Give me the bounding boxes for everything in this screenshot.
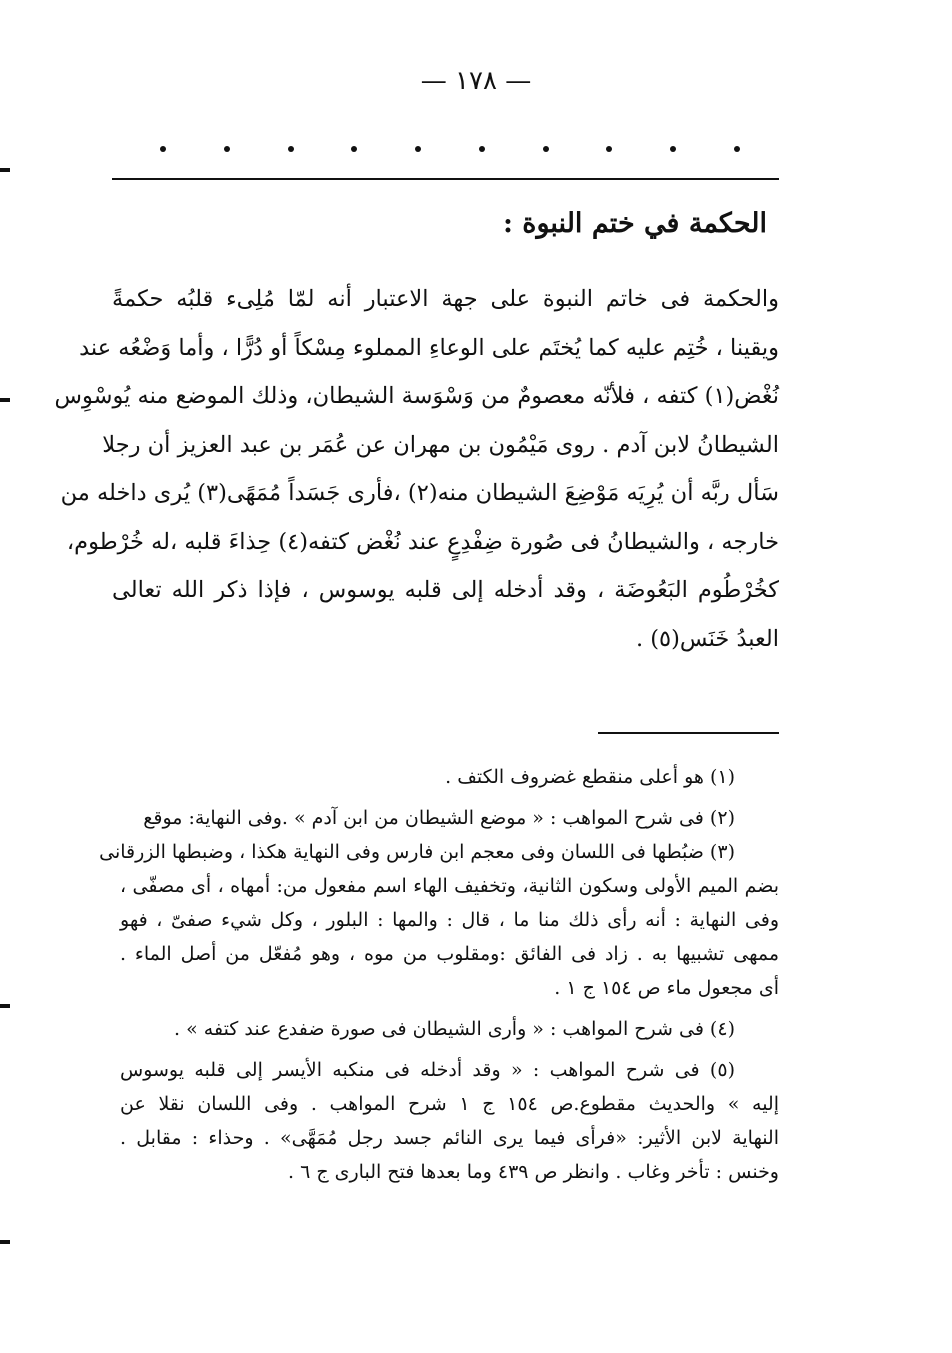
footnote-line: النهاية لابن الأثير: «فرأى فيما يرى النائم جسد رجل مُمَهَّى» . وحذاء : مقابل .: [120, 1127, 779, 1149]
ornamental-dots: [160, 146, 740, 152]
margin-mark: [0, 1240, 10, 1244]
dot: [543, 146, 549, 152]
dot: [160, 146, 166, 152]
footnote-line: إليه » والحديث مقطوع.ص ١٥٤ ج ١ شرح المواهب . وفى اللسان نقلا عن: [120, 1093, 780, 1115]
main-text-line: نُغْض(١) كتفه ، فلأنّه معصومٌ من وَسْوَسة الشيطان، وذلك الموضع منه يُوسْوِس: [54, 383, 779, 409]
dot: [224, 146, 230, 152]
main-text: [54, 275, 779, 663]
footnote-3: [99, 835, 779, 1005]
main-text-line: العبدُ خَنَس(٥) .: [635, 625, 779, 652]
section-heading: الحكمة في ختم النبوة :: [502, 208, 767, 239]
footnote-line: (١) هو أعلى منقطع غضروف الكتف .: [445, 766, 735, 788]
main-text-line: الشيطانُ لابن آدم . روى مَيْمُون بن مهران عن عُمَر بن عبد العزيز أن رجلا: [102, 431, 779, 458]
footnote-4: [120, 1012, 779, 1046]
footnote-rule: [598, 732, 779, 734]
main-text-line: والحكمة فى خاتم النبوة على جهة الاعتبار أنه لمّا مُلِىء قلبُه حكمةً: [112, 286, 779, 312]
margin-mark: [0, 1004, 10, 1008]
page-number: — ١٧٨ —: [420, 66, 532, 96]
dot: [351, 146, 357, 152]
main-text-line: خارجه ، والشيطانُ فى صُورة ضِفْدِعٍ عند نُغْض كتفه(٤) حِذاءَ قلبه ،له خُرْطوم،: [66, 528, 779, 555]
footnote-line: أى مجعول ماء ص ١٥٤ ج ١ .: [554, 977, 779, 999]
dot: [288, 146, 294, 152]
footnote-line: (٢) فى شرح المواهب : « موضع الشيطان من ابن آدم » .وفى النهاية: موقع: [143, 807, 735, 829]
footnote-5: [120, 1053, 779, 1189]
dot: [734, 146, 740, 152]
dot: [670, 146, 676, 152]
dot: [479, 146, 485, 152]
footnote-line: وخنس : تأخر وغاب . وانظر ص ٤٣٩ وما بعدها فتح البارى ج ٦ .: [287, 1161, 779, 1183]
footnotes: [99, 760, 780, 1189]
footnote-line: (٣) ضبُطها فى اللسان وفى معجم ابن فارس وفى النهاية هكذا ، وضبطها الزرقانى: [99, 841, 735, 863]
main-text-line: سَأل ربَّه أن يُرِيَه مَوْضِعَ الشيطان منه(٢) ،فأرى جَسَداً مُمَهًى(٣) يُرى داخله من: [60, 480, 779, 506]
footnote-2: [120, 801, 779, 835]
main-text-line: كخُرْطُوم البَعُوضَة ، وقد أدخله إلى قلبه يوسوس ، فإذا ذكر الله تعالى: [112, 577, 779, 603]
main-text-line: ويقينا ، خُتِم عليه كما يُختَم على الوعاءِ المملوء مِسْكاً أو دُرًّا ، وأما وَضْعُه عند: [79, 334, 779, 361]
dot: [606, 146, 612, 152]
footnote-line: بضم الميم الأولى وسكون الثانية، وتخفيف الهاء اسم مفعول من: أمهاه ، أى مصفّى ،: [120, 875, 779, 897]
header-rule: [112, 178, 779, 180]
margin-mark: [0, 398, 10, 402]
footnote-line: ممهى تشبيها به . زاد فى الفائق :ومقلوب من موه ، وهو مُفعّل من أصل الماء .: [120, 943, 779, 965]
dot: [415, 146, 421, 152]
footnote-line: وفى النهاية : أنه رأى ذلك منا ما ، قال : والمها : البلور ، وكل شيء صفىّ ، فهو: [120, 909, 779, 931]
footnote-1: [120, 760, 779, 794]
footnote-line: (٤) فى شرح المواهب : « وأرى الشيطان فى صورة ضفدع عند كتفه » .: [174, 1018, 735, 1040]
margin-mark: [0, 168, 10, 172]
footnote-line: (٥) فى شرح المواهب : « وقد أدخله فى منكبه الأيسر إلى قلبه يوسوس: [120, 1059, 735, 1081]
